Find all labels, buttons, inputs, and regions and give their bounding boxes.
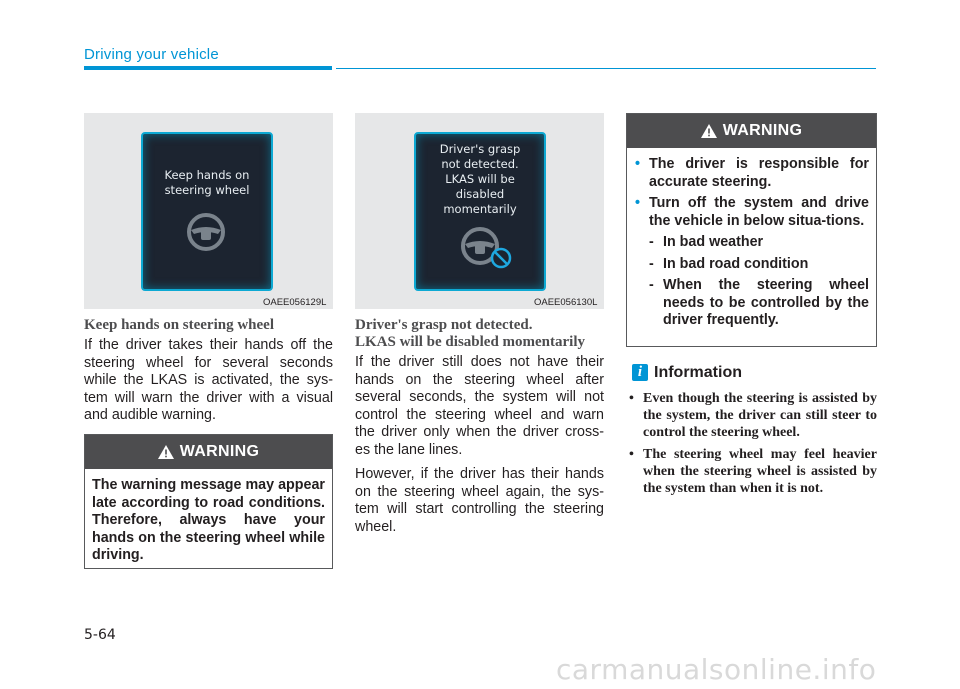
section-title: Driving your vehicle — [84, 46, 219, 63]
information-title: Information — [654, 364, 742, 381]
warning-header — [85, 435, 332, 469]
warning-box — [626, 113, 877, 347]
paragraph: If the driver still does not have their hands on the steering wheel after several seconds, the system will not control the steering wheel and warn the driver only when the driver cross-es the lane lines. — [355, 354, 604, 458]
figure-caption: OAEE056130L — [534, 297, 598, 308]
list-item: • Even though the steering is assisted by the system, the driver can still steer to control the steering wheel. — [629, 391, 877, 440]
warning-box — [84, 434, 333, 569]
list-item: • The driver is responsible for accurate steering. — [635, 156, 869, 190]
paragraph-keep-hands — [84, 337, 333, 432]
warning-label: WARNING — [179, 443, 260, 460]
paragraph: If the driver takes their hands off the steering wheel for several seconds while the LKAS is activated, the sys-tem will warn the driver with a visual and audible warning. — [84, 337, 333, 423]
cluster-display — [414, 132, 546, 291]
warning-label: WARNING — [722, 122, 803, 139]
information-icon: i — [632, 364, 648, 381]
cluster-display — [141, 132, 273, 291]
figure-keep-hands — [84, 113, 333, 309]
paragraph: However, if the driver has their hands on the steering wheel again, the sys-tem will start controlling the steering wheel. — [355, 466, 604, 535]
information-list — [629, 390, 877, 502]
heading-grasp-not-detected — [355, 317, 605, 351]
list-item: • Turn off the system and drive the vehicle in below situa-tions. — [635, 195, 869, 229]
steering-wheel-icon — [186, 212, 226, 252]
figure-caption: OAEE056129L — [263, 297, 327, 308]
header-rule-thick — [84, 66, 332, 70]
sub-item: - In bad weather — [649, 234, 764, 250]
steering-wheel-disabled-icon — [460, 226, 514, 270]
sub-item: - When the steering wheel needs to be controlled by the driver frequently. — [649, 277, 869, 328]
warning-list — [627, 148, 876, 330]
warning-text: The warning message may appear late according to road conditions. Therefore, always have your hands on the steering wheel while driving. — [92, 477, 325, 563]
display-message: Keep hands on steering wheel — [164, 168, 250, 197]
warning-triangle-icon — [701, 124, 717, 138]
warning-header — [627, 114, 876, 148]
heading-line: LKAS will be disabled momentarily — [355, 334, 586, 350]
warning-triangle-icon — [158, 445, 174, 459]
watermark: carmanualsonline.info — [556, 653, 877, 686]
figure-grasp-not-detected — [355, 113, 604, 309]
heading-keep-hands: Keep hands on steering wheel — [84, 317, 275, 333]
header-rule-thin — [336, 68, 876, 69]
list-item: • The steering wheel may feel heavier when the steering wheel is assisted by the system than when it is not. — [629, 447, 877, 496]
heading-line: Driver's grasp not detected. — [355, 317, 533, 333]
sub-item: - In bad road condition — [649, 255, 809, 272]
display-message: Driver's grasp not detected. LKAS will be disabled momentarily — [439, 142, 521, 216]
body-grasp-not-detected — [355, 354, 604, 543]
page-number: 5-64 — [84, 627, 116, 643]
